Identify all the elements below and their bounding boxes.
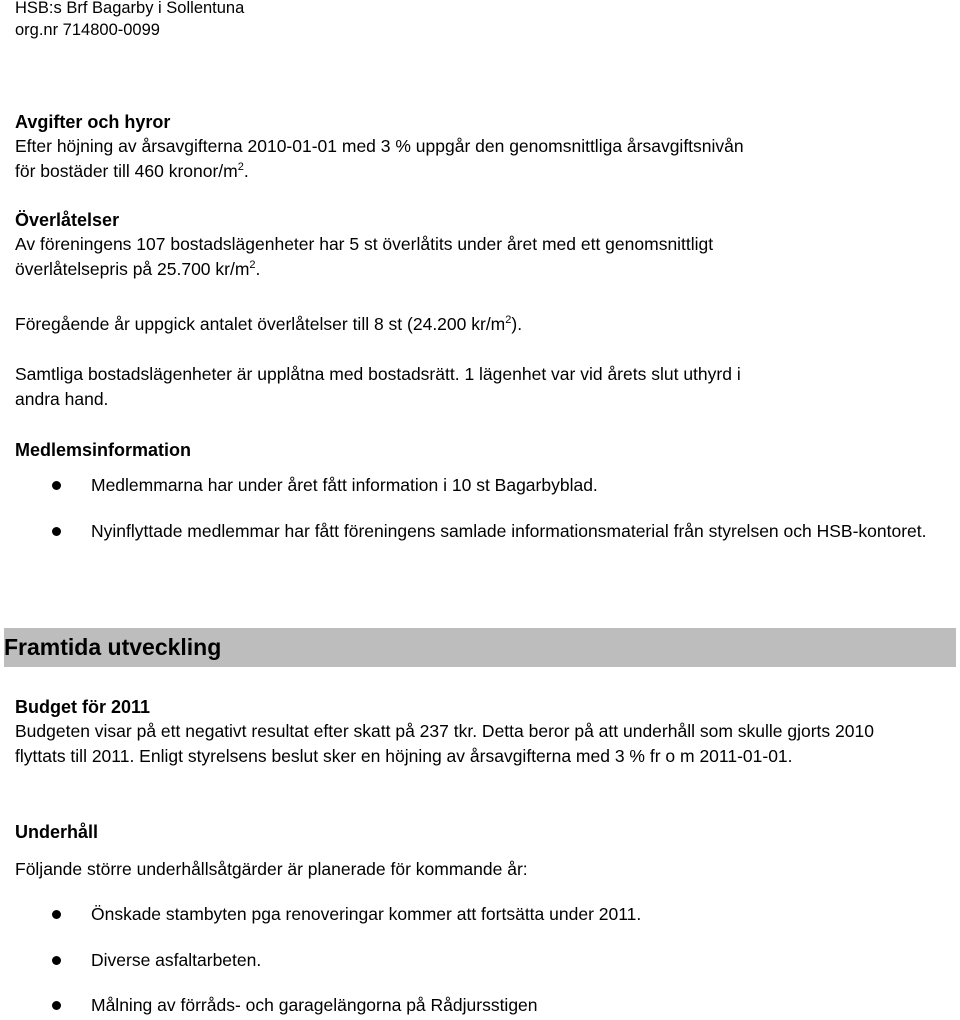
list-item: Målning av förråds- och garagelängorna på Rådjursstigen [15, 993, 956, 1018]
section-overlatelser [15, 208, 956, 281]
medlemsinformation-list [15, 473, 956, 543]
overlatelser-upplatelse [15, 362, 956, 411]
heading-medlemsinformation: Medlemsinformation [15, 440, 192, 460]
bullet-icon [52, 481, 61, 490]
section-budget [15, 695, 956, 768]
avgifter-line-2: för bostäder till 460 kronor/$m^2$. [15, 160, 249, 181]
list-item: Nyinflyttade medlemmar har fått föreningens samlade informationsmaterial från styrelsen och HSB-kontoret. [15, 519, 956, 544]
overlatelser-line-2: överlåtelsepris på 25.700 $kr/m^2$. [15, 258, 261, 279]
overlatelser-previous-year: Föregående år uppgick antalet överlåtelser till 8 st (24.200 $kr/m^2$). [15, 314, 523, 334]
section-bar-framtida [4, 628, 956, 667]
heading-budget: Budget för 2011 [15, 697, 151, 717]
list-item: Medlemmarna har under året fått information i 10 st Bagarbyblad. [15, 473, 956, 498]
heading-overlatelser: Överlåtelser [15, 210, 120, 230]
underhall-list [15, 902, 956, 1018]
section-avgifter [15, 110, 956, 183]
section-title-framtida: Framtida utveckling [4, 634, 222, 660]
upplatelse-line-2: andra hand. [15, 388, 109, 409]
underhall-intro: Följande större underhållsåtgärder är planerade för kommande år: [15, 859, 528, 879]
org-number: org.nr 714800-0099 [15, 21, 160, 39]
list-item: Diverse asfaltarbeten. [15, 948, 956, 973]
bullet-icon [52, 910, 61, 919]
heading-underhall: Underhåll [15, 822, 99, 842]
avgifter-line-1: Efter höjning av årsavgifterna 2010-01-01 med 3 % uppgår den genomsnittliga årsavgiftsnivån [15, 136, 744, 156]
heading-avgifter: Avgifter och hyror [15, 112, 171, 132]
bullet-icon [52, 956, 61, 965]
upplatelse-line-1: Samtliga bostadslägenheter är upplåtna med bostadsrätt. 1 lägenhet var vid årets slut uthyrd i [15, 364, 741, 384]
association-name: HSB:s Brf Bagarby i Sollentuna [15, 0, 245, 17]
bullet-icon [52, 1001, 61, 1010]
list-item: Önskade stambyten pga renoveringar kommer att fortsätta under 2011. [15, 902, 956, 927]
budget-text: Budgeten visar på ett negativt resultat efter skatt på 237 tkr. Detta beror på att underhåll som skulle gjorts 2010 flyttats till 2011. Enligt styrelsens beslut sker en höjning av årsavgifterna med 3 % fr o m 2011-01-01. [15, 721, 874, 766]
bullet-icon [52, 527, 61, 536]
overlatelser-line-1: Av föreningens 107 bostadslägenheter har 5 st överlåtits under året med ett genomsnittligt [15, 234, 714, 254]
